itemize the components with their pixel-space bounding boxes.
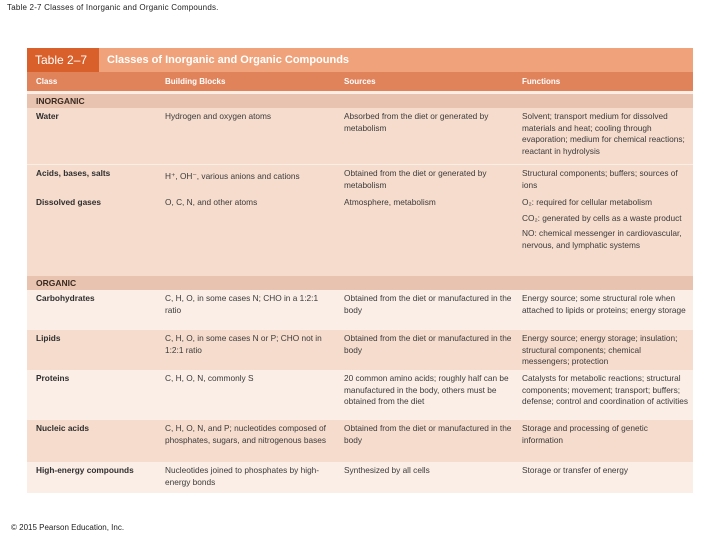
cell-functions xyxy=(522,423,690,446)
slide-title: Table 2-7 Classes of Inorganic and Organic Compounds. xyxy=(7,3,219,12)
compound-classes-table xyxy=(27,48,693,493)
cell-sources: Synthesized by all cells xyxy=(344,465,430,475)
copyright-credit: © 2015 Pearson Education, Inc. xyxy=(11,523,125,532)
table-row xyxy=(27,462,693,493)
cell-class: Dissolved gases xyxy=(36,197,102,207)
table-row xyxy=(27,420,693,462)
table-title: Classes of Inorganic and Organic Compounds xyxy=(107,54,350,66)
cell-building-blocks: Nucleotides joined to phosphates by high-energy bonds xyxy=(165,465,320,487)
function-text: O₂: required for cellular metabolism xyxy=(522,197,653,207)
table-row xyxy=(27,290,693,330)
cell-functions xyxy=(522,293,690,316)
header-sources: Sources xyxy=(344,77,376,86)
cell-sources: Obtained from the diet or manufactured in the body xyxy=(344,423,512,445)
cell-functions xyxy=(522,197,690,251)
cell-building-blocks: C, H, O, N, and P; nucleotides composed of phosphates, sugars, and nitrogenous bases xyxy=(165,423,326,445)
table-row xyxy=(27,194,693,279)
cell-sources: 20 common amino acids; roughly half can be manufactured in the body, others must be obtained from the diet xyxy=(344,373,509,406)
table-number-badge: Table 2–7 xyxy=(27,48,99,72)
cell-class: Nucleic acids xyxy=(36,423,90,433)
table-row xyxy=(27,108,693,164)
cell-functions xyxy=(522,333,690,368)
cell-sources: Absorbed from the diet or generated by metabolism xyxy=(344,111,489,133)
header-building-blocks: Building Blocks xyxy=(165,77,226,86)
cell-building-blocks: H⁺, OH⁻, various anions and cations xyxy=(165,171,300,181)
cell-sources: Obtained from the diet or manufactured in the body xyxy=(344,293,512,315)
function-text: Energy source; some structural role when attached to lipids or proteins; energy storage xyxy=(522,293,686,315)
cell-sources: Obtained from the diet or generated by metabolism xyxy=(344,168,487,190)
cell-class: Proteins xyxy=(36,373,70,383)
cell-functions xyxy=(522,168,690,191)
function-text: Energy source; energy storage; insulation; structural components; chemical messengers; protection xyxy=(522,333,678,366)
function-text: Catalysts for metabolic reactions; structural components; movement; transport; buffers; defense; control and coordination of activities xyxy=(522,373,689,406)
cell-functions xyxy=(522,373,690,408)
header-functions: Functions xyxy=(522,77,561,86)
function-text: Solvent; transport medium for dissolved materials and heat; cooling through evaporation; medium for chemical reactions; reactant in hydrolysis xyxy=(522,111,685,156)
cell-functions xyxy=(522,465,690,477)
section-label: ORGANIC xyxy=(36,278,77,288)
cell-sources: Atmosphere, metabolism xyxy=(344,197,436,207)
table-row xyxy=(27,370,693,420)
table-row xyxy=(27,165,693,194)
cell-class: Water xyxy=(36,111,59,121)
cell-building-blocks: O, C, N, and other atoms xyxy=(165,197,258,207)
function-text: CO₂: generated by cells as a waste product xyxy=(522,212,682,223)
function-text: Structural components; buffers; sources of ions xyxy=(522,168,678,190)
cell-building-blocks: C, H, O, in some cases N or P; CHO not in 1:2:1 ratio xyxy=(165,333,322,355)
table-title-bar xyxy=(27,48,693,72)
cell-building-blocks: C, H, O, in some cases N; CHO in a 1:2:1 ratio xyxy=(165,293,319,315)
header-class: Class xyxy=(36,77,58,86)
cell-building-blocks: C, H, O, N, commonly S xyxy=(165,373,254,383)
section-inorganic xyxy=(27,94,693,108)
cell-class: Acids, bases, salts xyxy=(36,168,111,178)
table-row xyxy=(27,330,693,370)
cell-class: High-energy compounds xyxy=(36,465,134,475)
function-text: Storage or transfer of energy xyxy=(522,465,629,475)
section-label: INORGANIC xyxy=(36,96,85,106)
function-text: Storage and processing of genetic information xyxy=(522,423,648,445)
section-organic xyxy=(27,276,693,290)
cell-class: Carbohydrates xyxy=(36,293,95,303)
function-text: NO: chemical messenger in cardiovascular, nervous, and lymphatic systems xyxy=(522,228,682,250)
cell-building-blocks: Hydrogen and oxygen atoms xyxy=(165,111,272,121)
cell-functions xyxy=(522,111,690,157)
cell-sources: Obtained from the diet or manufactured in the body xyxy=(344,333,512,355)
cell-class: Lipids xyxy=(36,333,61,343)
table-header-row xyxy=(27,72,693,91)
